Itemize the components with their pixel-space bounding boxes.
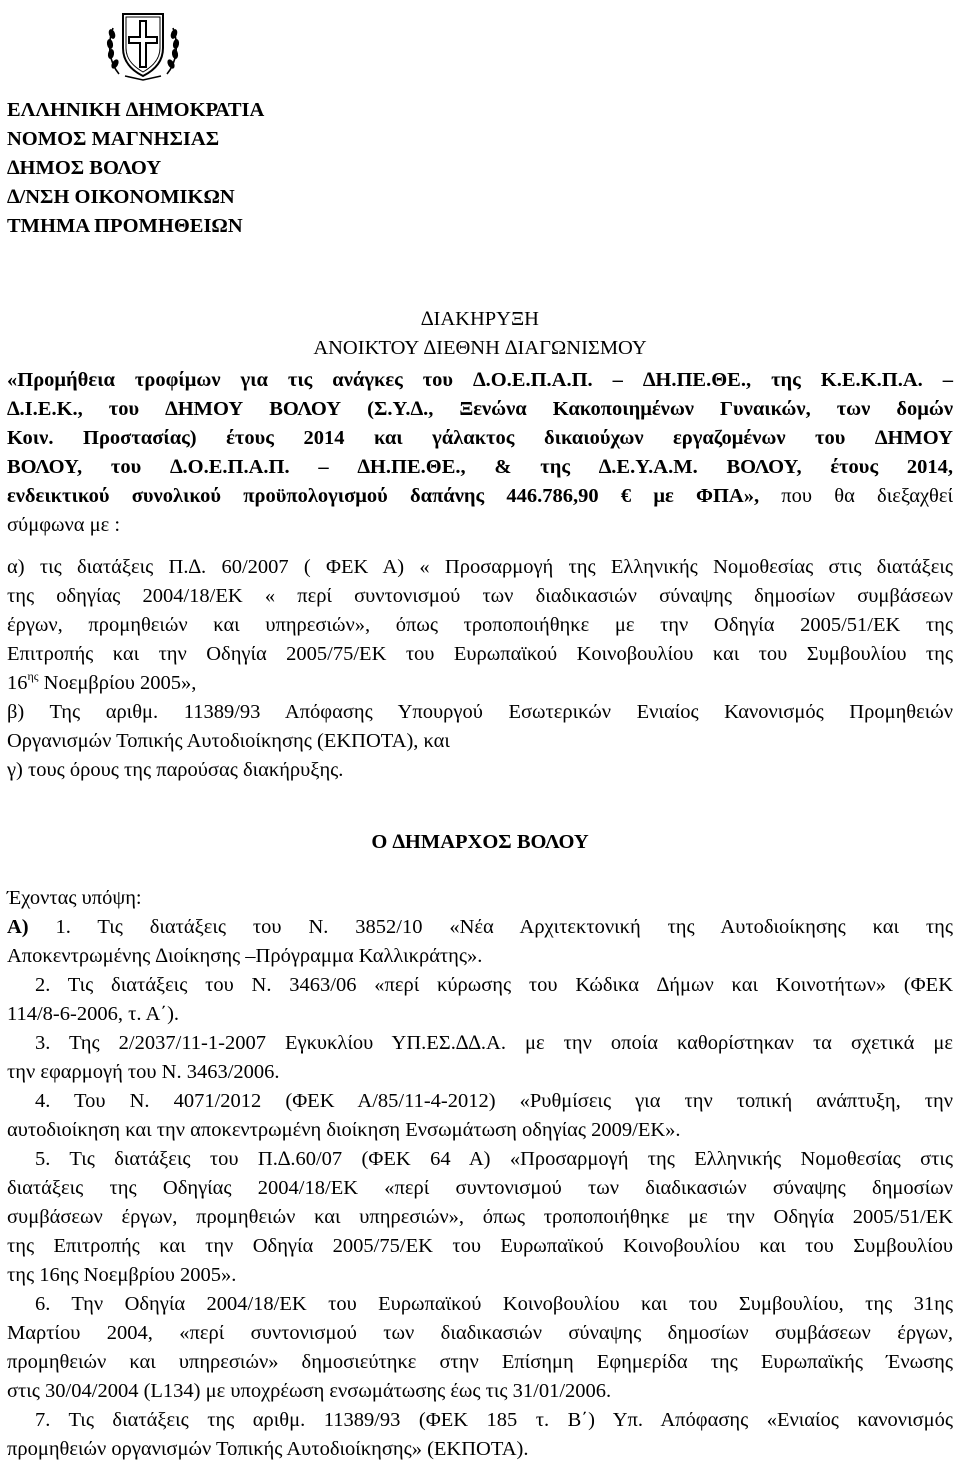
subject-line: Κοιν. Προστασίας) έτους 2014 και γάλακτος δικαιούχων εργαζομένων του ∆ΗΜΟΥ — [7, 427, 953, 449]
subject-line: ∆.Ι.Ε.Κ., του ∆ΗΜΟΥ ΒΟΛΟΥ (Σ.Υ.∆., Ξενώνα Κακοποιημένων Γυναικών, των δομών — [7, 398, 953, 420]
item-4-line: αυτοδιοίκηση και την αποκεντρωμένη διοίκηση Ενσωμάτωση οδηγίας 2009/ΕΚ». — [7, 1119, 681, 1141]
subject-line: ΒΟΛΟΥ, του ∆.Ο.Ε.Π.Α.Π. – ∆Η.ΠΕ.ΘΕ., & της ∆.Ε.Υ.Α.Μ. ΒΟΛΟΥ, έτους 2014, — [7, 456, 953, 478]
item-5-line: της Επιτροπής και την Οδηγία 2005/75/ΕΚ του Ευρωπαϊκού Κοινοβουλίου και του Συμβουλίου — [7, 1235, 953, 1257]
date-rest: Νοεμβρίου 2005», — [38, 672, 197, 694]
provision-b-line: Οργανισμών Τοπικής Αυτοδιοίκησης (ΕΚΠΟΤΑ), και — [7, 730, 450, 752]
item-1-text: 1. Τις διατάξεις του Ν. 3852/10 «Νέα Αρχιτεκτονική της Αυτοδιοίκησης και της — [28, 916, 953, 938]
provision-a-line-last — [7, 669, 953, 698]
provision-a-line: α) τις διατάξεις Π.∆. 60/2007 ( ΦΕΚ Α) « Προσαρμογή της Ελληνικής Νομοθεσίας στις διατάξεις — [7, 556, 953, 578]
subject-line: «Προμήθεια τροφίμων για τις ανάγκες του ∆.Ο.Ε.Π.Α.Π. – ∆Η.ΠΕ.ΘΕ., της Κ.Ε.Κ.Π.Α. – — [7, 369, 953, 391]
provision-b-line: β) Της αριθμ. 11389/93 Απόφασης Υπουργού Εσωτερικών Ενιαίος Κανονισμός Προμηθειών — [7, 701, 953, 723]
item-6-line: Μαρτίου 2004, «περί συντονισμού των διαδικασιών σύναψης δημοσίων συμβάσεων έργων, — [7, 1322, 953, 1344]
item-3-line: την εφαρμογή του Ν. 3463/2006. — [7, 1061, 280, 1083]
item-6-line: στις 30/04/2004 (L134) με υποχρέωση ενσωμάτωσης έως τις 31/01/2006. — [7, 1380, 612, 1402]
provision-a-line: έργων, προμηθειών και υπηρεσιών», όπως τροποποιήθηκε με την Οδηγία 2005/51/ΕΚ της — [7, 614, 953, 636]
document-title — [7, 305, 953, 363]
header-line: ∆ΗΜΟΣ ΒΟΛΟΥ — [7, 157, 162, 179]
header-line: ΕΛΛΗΝΙΚΗ ∆ΗΜΟΚΡΑΤΙΑ — [7, 99, 265, 121]
item-5-line: συμβάσεων έργων, προμηθειών και υπηρεσιών», όπως τροποποιήθηκε με την Οδηγία 2005/51/ΕΚ — [7, 1206, 953, 1228]
subject-line-5 — [7, 482, 953, 511]
considerations-section — [7, 884, 953, 1464]
item-7-line: 7. Τις διατάξεις της αριθμ. 11389/93 (ΦΕΚ 185 τ. Β΄) Υπ. Απόφασης «Ενιαίος κανονισμός — [35, 1409, 953, 1431]
title-line-1: ∆ΙΑΚΗΡΥΞΗ — [421, 308, 539, 330]
subject-budget: ενδεικτικού συνολικού προϋπολογισμού δαπάνης 446.786,90 € με ΦΠΑ», — [7, 485, 760, 507]
mayor-heading: Ο ∆ΗΜΑΡΧΟΣ ΒΟΛΟΥ — [371, 831, 589, 853]
item-5-line: διατάξεις της Οδηγίας 2004/18/ΕΚ «περί συντονισμού των διαδικασιών σύναψης δημοσίων — [7, 1177, 953, 1199]
item-6-line: προμηθειών και υπηρεσιών» δημοσιεύτηκε στην Επίσημη Εφημερίδα της Ευρωπαϊκής Ένωσης — [7, 1351, 953, 1373]
item-3-line: 3. Της 2/2037/11-1-2007 Εγκυκλίου ΥΠ.ΕΣ.∆∆.Α. με την οποία καθορίστηκαν τα σχετικά με — [35, 1032, 953, 1054]
issuer-header — [7, 96, 264, 241]
item-6-line: 6. Την Οδηγία 2004/18/ΕΚ του Ευρωπαϊκού Κοινοβουλίου και του Συμβουλίου, της 31ης — [35, 1293, 953, 1315]
having-label: Έχοντας υπόψη: — [7, 887, 142, 909]
item-5-line: της 16ης Νοεμβρίου 2005». — [7, 1264, 237, 1286]
item-7-line: προμηθειών οργανισμών Τοπικής Αυτοδιοίκησης» (ΕΚΠΟΤΑ). — [7, 1438, 529, 1460]
provision-a-line: της οδηγίας 2004/18/ΕΚ « περί συντονισμού των διαδικασιών σύναψης δημοσίων συμβάσεων — [7, 585, 953, 607]
item-4-line: 4. Του Ν. 4071/2012 (ΦΕΚ Α/85/11-4-2012) «Ρυθμίσεις για την τοπική ανάπτυξη, την — [35, 1090, 953, 1112]
header-line: ΤΜΗΜΑ ΠΡΟΜΗΘΕΙΩΝ — [7, 215, 243, 237]
section-a-label: Α) — [7, 916, 29, 938]
subject-paragraph — [7, 366, 953, 540]
provision-a-line: Επιτροπής και την Οδηγία 2005/75/ΕΚ του Ευρωπαϊκού Κοινοβουλίου και του Συμβουλίου της — [7, 643, 953, 665]
item-5-line: 5. Τις διατάξεις του Π.∆.60/07 (ΦΕΚ 64 Α) «Προσαρμογή της Ελληνικής Νομοθεσίας στις — [35, 1148, 953, 1170]
provisions-list — [7, 553, 953, 785]
header-line: ΝΟΜΟΣ ΜΑΓΝΗΣΙΑΣ — [7, 128, 220, 150]
provision-c-line: γ) τους όρους της παρούσας διακήρυξης. — [7, 759, 344, 781]
item-1-line — [7, 913, 953, 942]
greek-emblem-icon — [103, 4, 183, 84]
item-2-line: 2. Τις διατάξεις του Ν. 3463/06 «περί κύρωσης του Κώδικα ∆ήμων και Κοινοτήτων» (ΦΕΚ — [35, 974, 953, 996]
subject-line-5-rest: που θα διεξαχθεί — [759, 485, 953, 507]
ordinal-suffix: ης — [27, 669, 39, 683]
item-1-line: Αποκεντρωμένης ∆ιοίκησης –Πρόγραμμα Καλλικράτης». — [7, 945, 483, 967]
title-line-2: ΑΝΟΙΚΤΟΥ ∆ΙΕΘΝΗ ∆ΙΑΓΩΝΙΣΜΟΥ — [313, 337, 647, 359]
header-line: ∆/ΝΣΗ ΟΙΚΟΝΟΜΙΚΩΝ — [7, 186, 235, 208]
item-2-line: 114/8-6-2006, τ. Α΄). — [7, 1003, 180, 1025]
subject-line: σύμφωνα με : — [7, 514, 121, 536]
date-day: 16 — [7, 672, 28, 694]
